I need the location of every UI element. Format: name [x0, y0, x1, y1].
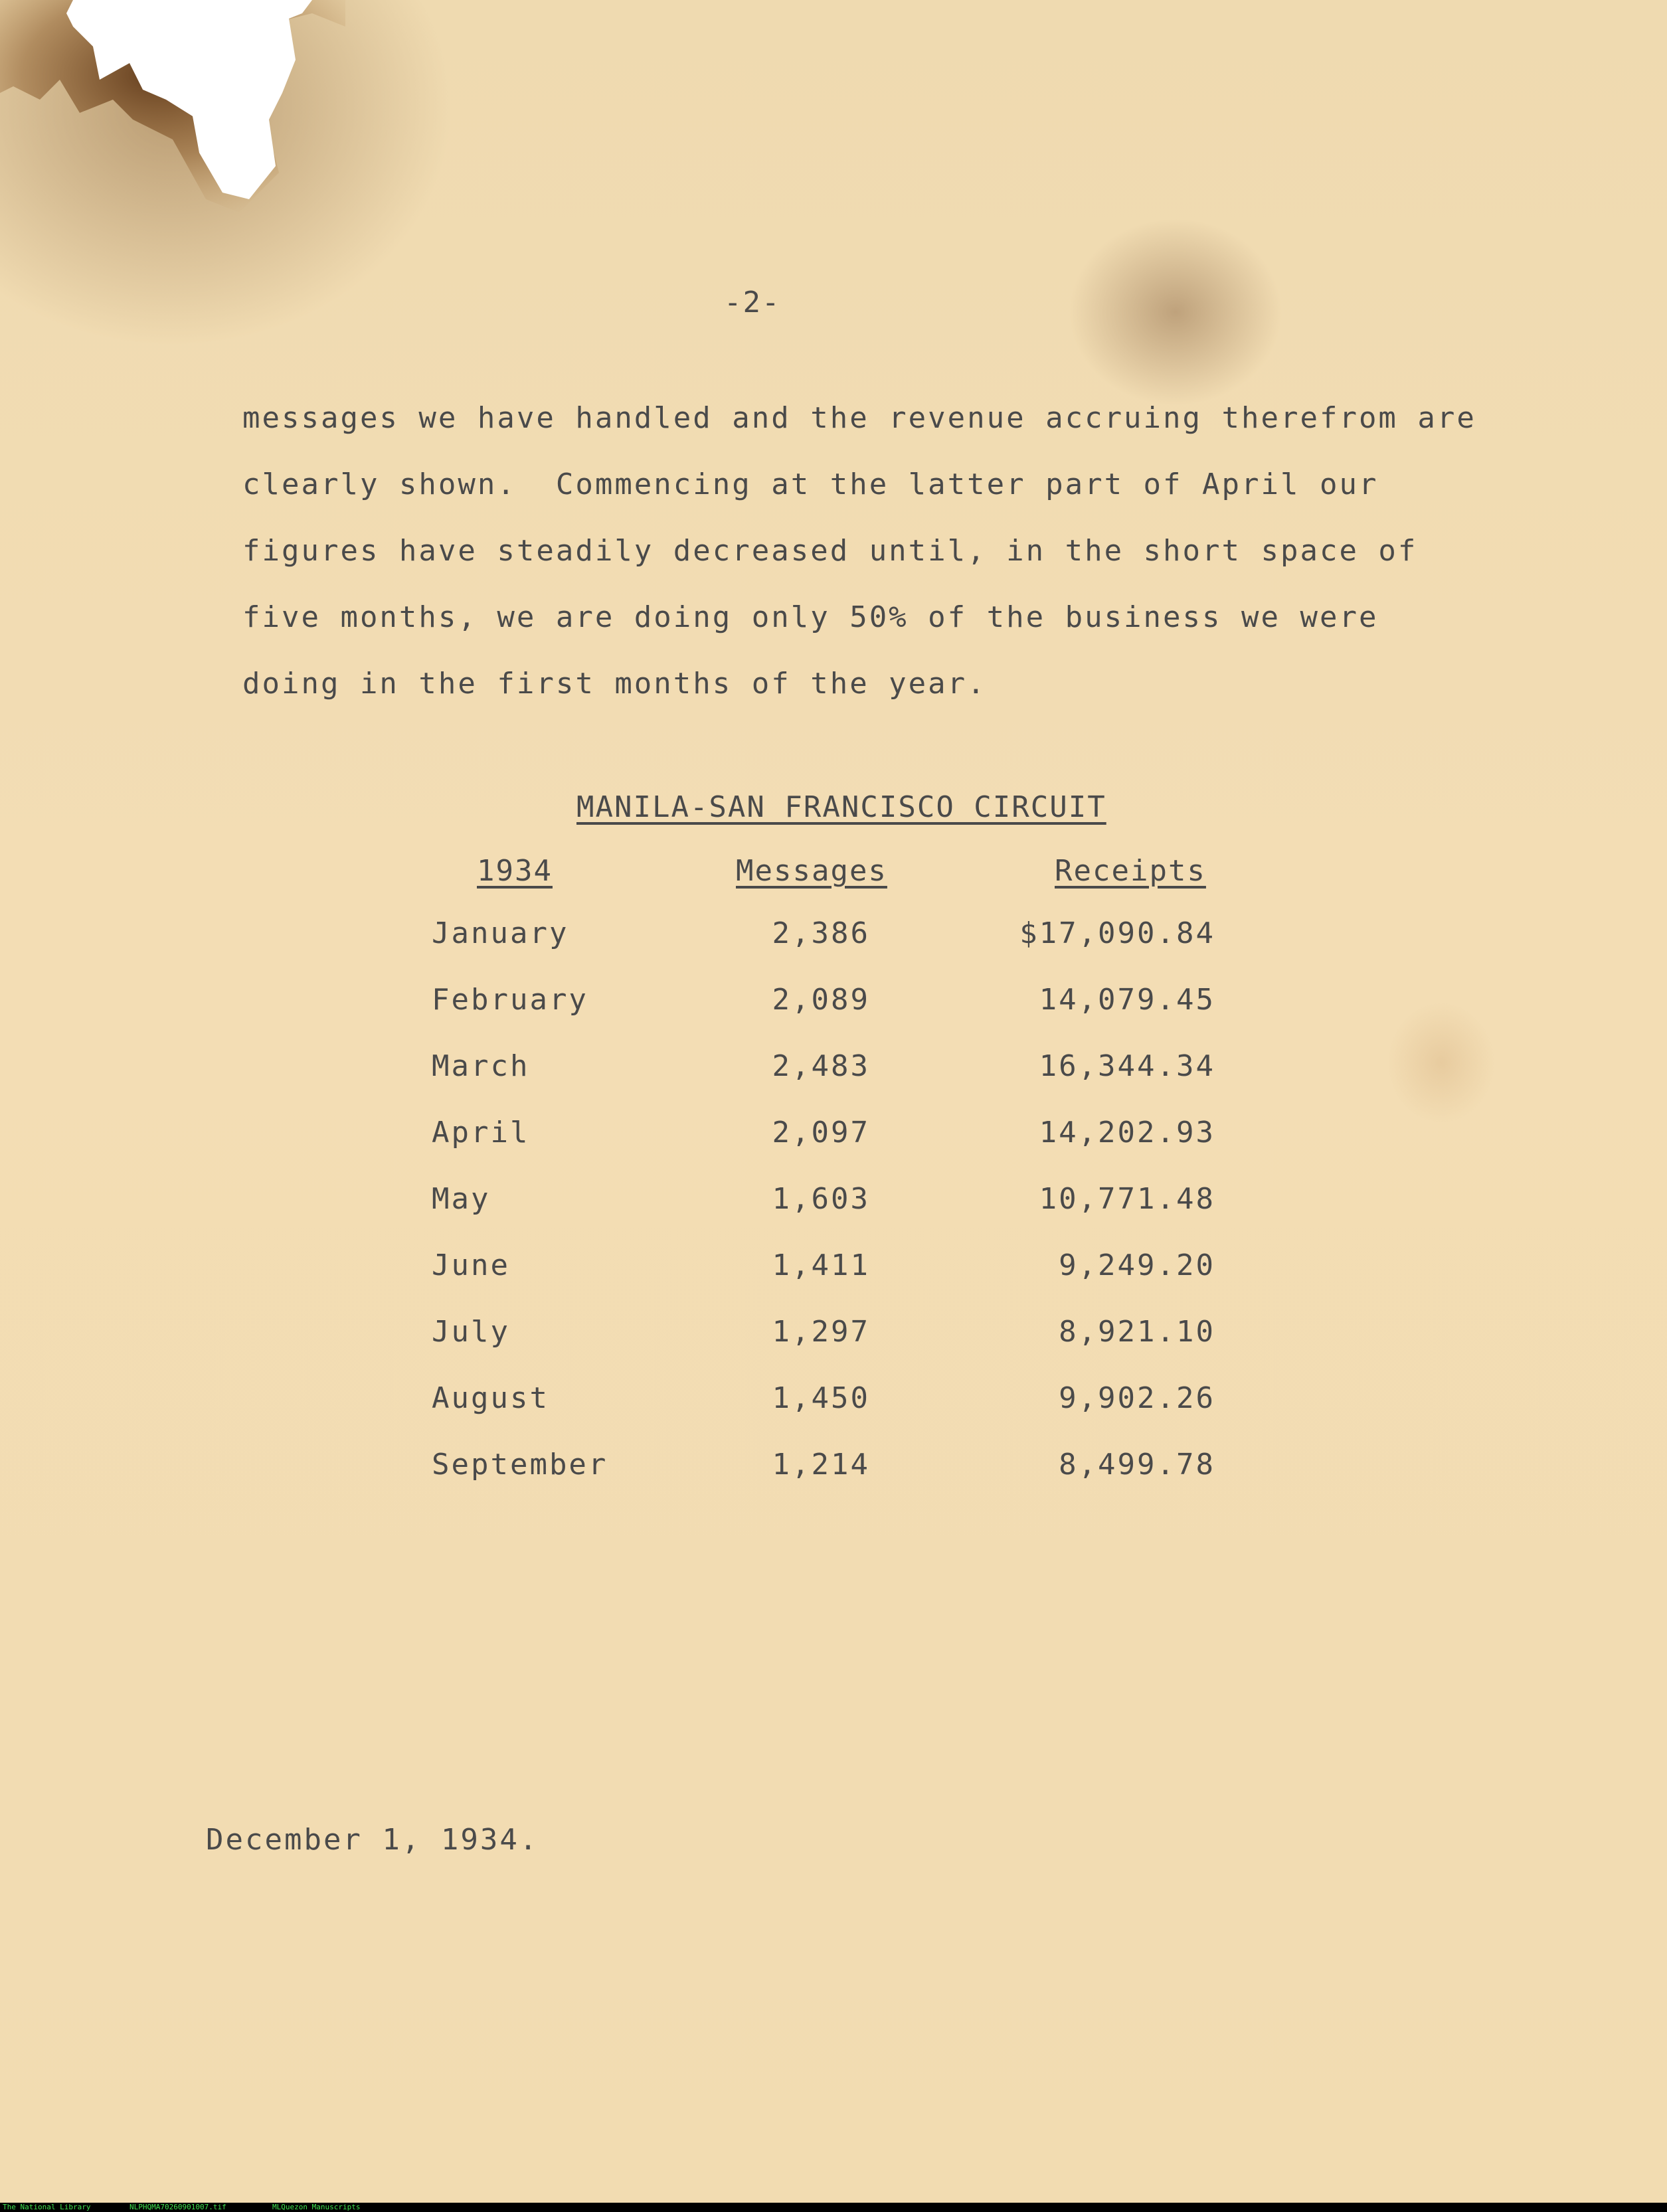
- footer-collection: MLQuezon Manuscripts: [272, 2203, 361, 2211]
- messages-cell: 1,450: [772, 1381, 870, 1415]
- table-row: [432, 1116, 1229, 1182]
- month-cell: August: [432, 1381, 549, 1415]
- paragraph: [242, 385, 1557, 717]
- receipts-cell: 9,902.26: [1059, 1381, 1215, 1415]
- table-title: MANILA-SAN FRANCISCO CIRCUIT: [576, 790, 1106, 824]
- messages-cell: 2,089: [772, 983, 870, 1017]
- footer-institution: The National Library: [3, 2203, 91, 2211]
- footer-file-name: NLPHQMA70260901007.tif: [130, 2203, 226, 2211]
- month-cell: July: [432, 1315, 510, 1349]
- messages-cell: 1,411: [772, 1248, 870, 1282]
- receipts-cell: 14,202.93: [1039, 1116, 1215, 1149]
- paragraph-line: five months, we are doing only 50% of the business we were: [242, 600, 1379, 634]
- month-cell: September: [432, 1448, 608, 1482]
- month-cell: March: [432, 1049, 530, 1083]
- month-cell: April: [432, 1116, 530, 1149]
- table-row: [432, 983, 1229, 1049]
- month-cell: June: [432, 1248, 510, 1282]
- torn-corner-damage: [0, 0, 345, 239]
- month-cell: February: [432, 983, 588, 1017]
- receipts-cell: 8,499.78: [1059, 1448, 1215, 1482]
- table-row: [432, 1448, 1229, 1514]
- table-row: [432, 1248, 1229, 1315]
- receipts-cell: 9,249.20: [1059, 1248, 1215, 1282]
- column-header-year: 1934: [477, 854, 553, 888]
- receipts-cell: $17,090.84: [1019, 916, 1215, 950]
- messages-cell: 1,297: [772, 1315, 870, 1349]
- document-date: December 1, 1934.: [206, 1823, 539, 1857]
- messages-cell: 2,097: [772, 1116, 870, 1149]
- receipts-cell: 8,921.10: [1059, 1315, 1215, 1349]
- receipts-cell: 14,079.45: [1039, 983, 1215, 1017]
- table-row: [432, 1381, 1229, 1448]
- receipts-cell: 16,344.34: [1039, 1049, 1215, 1083]
- paragraph-line: messages we have handled and the revenue accruing therefrom are: [242, 401, 1476, 435]
- paragraph-line: figures have steadily decreased until, in the short space of: [242, 534, 1418, 568]
- table-row: [432, 1182, 1229, 1248]
- table-row: [432, 1049, 1229, 1116]
- paragraph-line: doing in the first months of the year.: [242, 667, 987, 701]
- messages-cell: 1,603: [772, 1182, 870, 1216]
- paragraph-line: clearly shown. Commencing at the latter part of April our: [242, 468, 1379, 501]
- circuit-table: [432, 916, 1229, 1514]
- column-header-receipts: Receipts: [1055, 854, 1206, 888]
- scan-footer-bar: [0, 2203, 1667, 2212]
- messages-cell: 2,386: [772, 916, 870, 950]
- month-cell: May: [432, 1182, 491, 1216]
- receipts-cell: 10,771.48: [1039, 1182, 1215, 1216]
- table-row: [432, 1315, 1229, 1381]
- column-header-messages: Messages: [736, 854, 887, 888]
- page-number: -2-: [724, 286, 781, 319]
- table-row: [432, 916, 1229, 983]
- messages-cell: 1,214: [772, 1448, 870, 1482]
- month-cell: January: [432, 916, 569, 950]
- messages-cell: 2,483: [772, 1049, 870, 1083]
